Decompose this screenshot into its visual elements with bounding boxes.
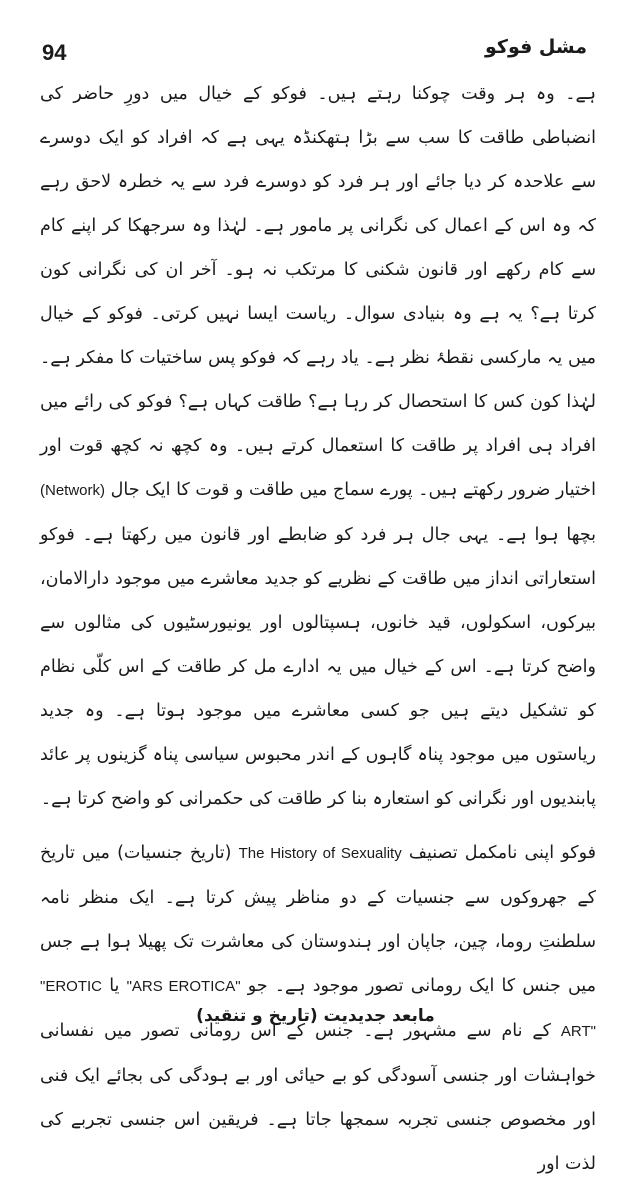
paragraph-2-middle: میں تاریخ کے جھروکوں سے جنسیات کے دو مناظر پیش کرتا ہے۔ ایک منظر نامہ سلطنتِ روما، چین، جاپان اور ہندوستان کی معاشرت تک پھیلا ہوا ہے جس میں جنس کا ایک رومانی تصور موجود ہے۔ جو [40,843,596,996]
footer-book-title: مابعد جدیدیت (تاریخ و تنقید) [196,1006,435,1026]
english-term-network: (Network) [40,482,106,499]
word-ya: یا [109,976,120,996]
english-term-ars-erotica: "ARS EROTICA" [126,978,241,995]
running-title: مشل فوکو [485,36,587,58]
urdu-book-title: (تاریخ جنسیات) [117,843,232,863]
paragraph-1-text: ہے۔ وہ ہر وقت چوکنا رہتے ہیں۔ فوکو کے خیال میں دورِ حاضر کی انضباطی طاقت کا سب سے بڑا ہتھکنڈہ یہی ہے کہ افراد کو ایک دوسرے سے علاحدہ کر دیا جائے اور ہر فرد کو دوسرے فرد سے یہ خطرہ لاحق رہے کہ وہ اس کے اعمال کی نگرانی پر مامور ہے۔ لہٰذا وہ سرجھکا کر اپنے کام سے کام رکھے اور قانون شکنی کا مرتکب نہ ہو۔ آخر ان کی نگرانی کون کرتا ہے؟ یہ ہے وہ بنیادی سوال۔ ریاست ایسا نہیں کرتی۔ فوکو کے خیال میں یہ مارکسی نقطۂ نظر ہے۔ یاد رہے کہ فوکو پس ساختیات کا مفکر ہے۔ لہٰذا کون کس کا استحصال کر رہا ہے؟ طاقت کہاں ہے؟ فوکو کی رائے میں افراد ہی افراد پر طاقت کا استعمال کرتے ہیں۔ وہ کچھ نہ کچھ قوت اور اختیار ضرور رکھتے ہیں۔ پورے سماج میں طاقت و قوت کا ایک جال [40,84,596,500]
page-number: 94 [42,40,67,65]
paragraph-2-start: فوکو اپنی نامکمل تصنیف [408,843,596,863]
paragraph-1 [40,72,596,821]
english-book-title: The History of Sexuality [238,845,402,862]
paragraph-2-end: کے نام سے مشہور ہے۔ جنس کے اس رومانی تصور میں نفسانی خواہشات اور جنسی آسودگی کو بے حیائی اور بے ہودگی کی بجائے ایک فنی اور مخصوص جنسی تجربہ سمجھا جاتا ہے۔ فریقین اس جنسی تجربے کی لذت اور [40,1021,596,1174]
paragraph-1-continued: بچھا ہوا ہے۔ یہی جال ہر فرد کو ضابطے اور قانون میں رکھتا ہے۔ فوکو استعاراتی انداز میں طاقت کے نظریے کو جدید معاشرے میں موجود دارالامان، بیرکوں، اسکولوں، قید خانوں، ہسپتالوں اور یونیورسٹیوں کی مثالوں سے واضح کرتا ہے۔ اس کے خیال میں یہ ادارے مل کر طاقت کے اس کلّی نظام کو تشکیل دیتے ہیں جو کسی معاشرے میں موجود ہوتا ہے۔ وہ جدید ریاستوں میں موجود پناہ گاہوں کے اندر محبوس سیاسی پناہ گزینوں پر عائد پابندیوں اور نگرانی کو استعارہ بنا کر طاقت کی حکمرانی کو واضح کرتا ہے۔ [40,525,596,809]
english-term-erotic-art: "EROTIC ART" [40,978,596,1040]
